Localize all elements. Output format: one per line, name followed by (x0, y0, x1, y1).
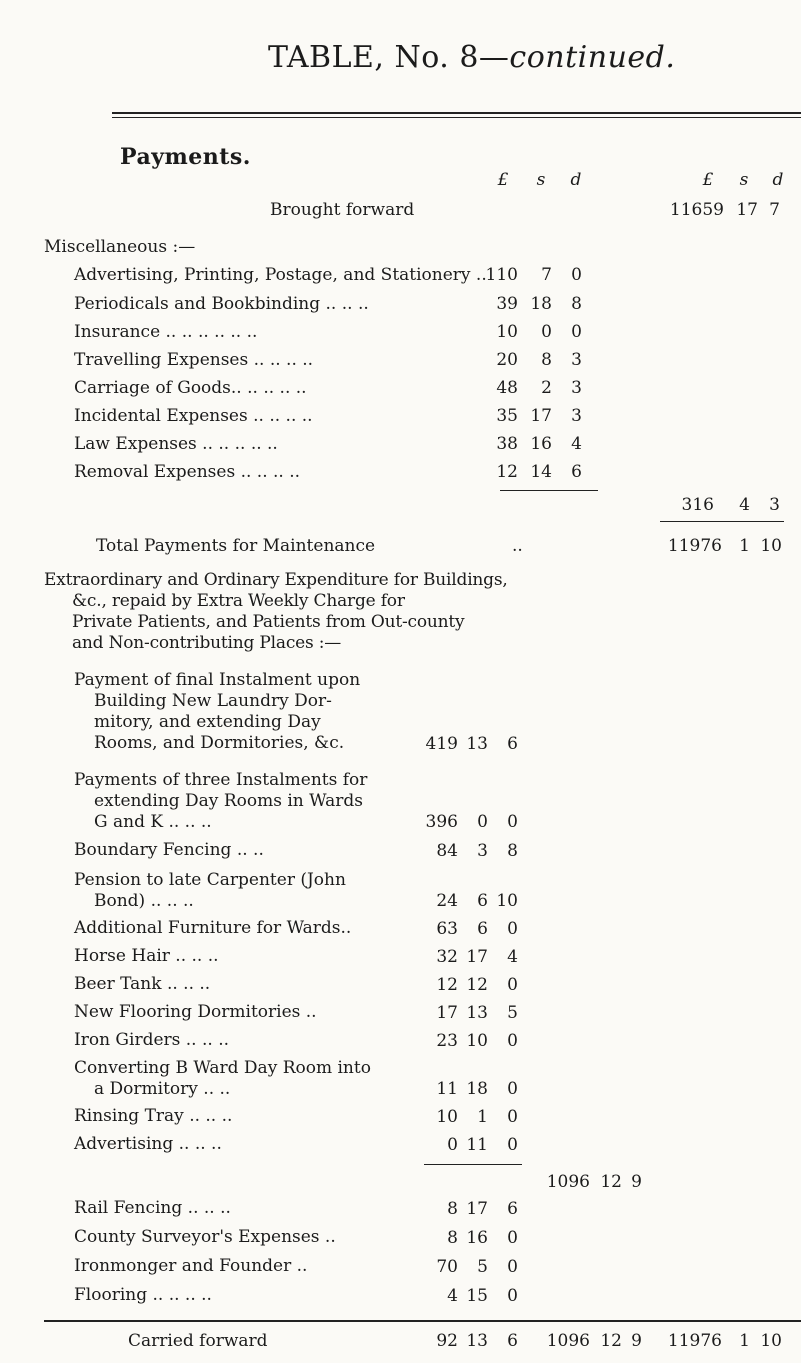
misc-total-shillings: 4 (739, 495, 750, 515)
extra-shillings: 13 (466, 734, 488, 754)
extra-item-line: Boundary Fencing .. .. (74, 840, 264, 860)
misc-total-pounds: 316 (681, 495, 714, 515)
misc-shillings: 17 (530, 406, 552, 426)
misc-shillings: 18 (530, 294, 552, 314)
misc-pounds: 110 (485, 265, 518, 285)
extra-pence: 5 (507, 1003, 518, 1023)
extra-pounds: 419 (425, 734, 458, 754)
title-main: TABLE, No. 8— (268, 40, 510, 75)
extra-shillings: 15 (466, 1286, 488, 1306)
misc-label: Insurance .. .. .. .. .. .. (74, 322, 258, 342)
extra-shillings: 3 (477, 841, 488, 861)
header-rule-bottom (112, 117, 801, 118)
extra-item-line: Flooring .. .. .. .. (74, 1285, 212, 1305)
extra-pence: 0 (507, 1257, 518, 1277)
brought-forward-shillings: 17 (736, 200, 758, 220)
carried-c3-shillings: 1 (739, 1331, 750, 1351)
extra-shillings: 5 (477, 1257, 488, 1277)
extra-pounds: 24 (436, 891, 458, 911)
misc-shillings: 2 (541, 378, 552, 398)
extra-item-line: Horse Hair .. .. .. (74, 946, 219, 966)
extra-pounds: 396 (425, 812, 458, 832)
extra-shillings: 1 (477, 1107, 488, 1127)
carried-c2-pounds: 1096 (546, 1331, 590, 1351)
extra-heading-line: &c., repaid by Extra Weekly Charge for (72, 591, 405, 611)
misc-total-pence: 3 (769, 495, 780, 515)
title-italic: continued. (509, 40, 676, 75)
extra-heading-line: Extraordinary and Ordinary Expenditure for Buildings, (44, 570, 508, 590)
extra-item-line: extending Day Rooms in Wards (94, 791, 363, 811)
extra-pence: 6 (507, 1199, 518, 1219)
extra-pounds: 11 (436, 1079, 458, 1099)
extra-pounds: 12 (436, 975, 458, 995)
total-maintenance-dots: .. (512, 536, 523, 556)
extra-pounds: 4 (447, 1286, 458, 1306)
misc-shillings: 8 (541, 350, 552, 370)
extra-item-label (74, 840, 264, 861)
misc-heading: Miscellaneous :— (44, 237, 196, 257)
extra-subtotal-pounds: 1096 (546, 1172, 590, 1192)
extra-item-line: Bond) .. .. .. (94, 891, 194, 911)
extra-shillings: 6 (477, 891, 488, 911)
misc-pounds: 12 (496, 462, 518, 482)
extra-pounds: 70 (436, 1257, 458, 1277)
misc-pounds: 35 (496, 406, 518, 426)
misc-shillings: 16 (530, 434, 552, 454)
extra-pence: 0 (507, 1107, 518, 1127)
misc-pence: 3 (571, 406, 582, 426)
extra-item-line: mitory, and extending Day (94, 712, 321, 732)
extra-pounds: 84 (436, 841, 458, 861)
misc-pounds: 20 (496, 350, 518, 370)
extra-sum-rule (424, 1164, 522, 1165)
extra-item-line: Payments of three Instalments for (74, 770, 368, 790)
extra-shillings: 17 (466, 947, 488, 967)
extra-item-label (74, 1285, 212, 1306)
extra-pence: 0 (507, 1228, 518, 1248)
total-maintenance-shillings: 1 (739, 536, 750, 556)
misc-label: Advertising, Printing, Postage, and Stationery .. (74, 265, 487, 285)
misc-pence: 0 (571, 322, 582, 342)
extra-pounds: 32 (436, 947, 458, 967)
carried-c1-shillings: 13 (466, 1331, 488, 1351)
extra-shillings: 12 (466, 975, 488, 995)
extra-item-line: a Dormitory .. .. (94, 1079, 231, 1099)
misc-label: Removal Expenses .. .. .. .. (74, 462, 301, 482)
header-rule-top (112, 112, 801, 114)
extra-pence: 10 (496, 891, 518, 911)
extra-item-label (74, 918, 351, 939)
carried-c3-pounds: 11976 (667, 1331, 722, 1351)
carried-c2-shillings: 12 (600, 1331, 622, 1351)
extra-item-label (74, 1030, 229, 1051)
misc-pence: 6 (571, 462, 582, 482)
extra-pence: 0 (507, 1135, 518, 1155)
extra-item-line: Payment of final Instalment upon (74, 670, 361, 690)
extra-item-label (74, 1134, 222, 1155)
extra-item-line: Beer Tank .. .. .. (74, 974, 211, 994)
extra-pounds: 23 (436, 1031, 458, 1051)
extra-item-label (74, 1198, 231, 1219)
extra-pence: 6 (507, 734, 518, 754)
page-title (268, 40, 675, 75)
extra-pence: 0 (507, 1286, 518, 1306)
extra-pounds: 63 (436, 919, 458, 939)
misc-pounds: 10 (496, 322, 518, 342)
extra-item-line: New Flooring Dormitories .. (74, 1002, 317, 1022)
extra-item-line: G and K .. .. .. (94, 812, 212, 832)
extra-shillings: 16 (466, 1228, 488, 1248)
extra-item-label (74, 1106, 232, 1127)
inner-shilling-header: s (536, 170, 546, 190)
misc-label: Carriage of Goods.. .. .. .. .. (74, 378, 307, 398)
misc-shillings: 14 (530, 462, 552, 482)
extra-item-label (74, 1058, 371, 1100)
extra-pounds: 0 (447, 1135, 458, 1155)
misc-shillings: 0 (541, 322, 552, 342)
misc-label: Periodicals and Bookbinding .. .. .. (74, 294, 369, 314)
extra-heading (44, 570, 508, 654)
extra-item-label (74, 770, 367, 833)
misc-pounds: 48 (496, 378, 518, 398)
total-maintenance-pounds: 11976 (667, 536, 722, 556)
carried-c2-pence: 9 (631, 1331, 642, 1351)
extra-item-label (74, 870, 346, 912)
brought-forward-pounds: 11659 (669, 200, 724, 220)
misc-pounds: 39 (496, 294, 518, 314)
extra-item-line: Rinsing Tray .. .. .. (74, 1106, 233, 1126)
extra-shillings: 6 (477, 919, 488, 939)
total-maintenance-label: Total Payments for Maintenance (96, 536, 376, 556)
extra-heading-line: and Non-contributing Places :— (72, 633, 342, 653)
misc-shillings: 7 (541, 265, 552, 285)
misc-sum-rule (500, 490, 598, 491)
extra-item-line: Building New Laundry Dor- (94, 691, 332, 711)
misc-pence: 4 (571, 434, 582, 454)
extra-pounds: 8 (447, 1228, 458, 1248)
misc-pence: 3 (571, 378, 582, 398)
carried-c1-pounds: 92 (436, 1331, 458, 1351)
extra-item-line: Pension to late Carpenter (John (74, 870, 346, 890)
extra-item-label (74, 1227, 336, 1248)
extra-shillings: 18 (466, 1079, 488, 1099)
misc-pence: 3 (571, 350, 582, 370)
extra-shillings: 11 (466, 1135, 488, 1155)
extra-item-line: Advertising .. .. .. (74, 1134, 222, 1154)
extra-item-label (74, 946, 219, 967)
extra-item-line: Additional Furniture for Wards.. (74, 918, 352, 938)
inner-pence-header: d (570, 170, 582, 190)
carried-forward-label: Carried forward (128, 1331, 268, 1351)
extra-pence: 8 (507, 841, 518, 861)
extra-item-label (74, 1002, 317, 1023)
extra-shillings: 10 (466, 1031, 488, 1051)
extra-pence: 0 (507, 1031, 518, 1051)
section-heading: Payments. (120, 144, 251, 170)
misc-label: Travelling Expenses .. .. .. .. (74, 350, 314, 370)
outer-pound-header: £ (702, 170, 714, 190)
misc-pence: 8 (571, 294, 582, 314)
inner-pound-header: £ (497, 170, 509, 190)
outer-shilling-header: s (739, 170, 749, 190)
extra-item-line: Ironmonger and Founder .. (74, 1256, 308, 1276)
extra-pence: 0 (507, 812, 518, 832)
extra-subtotal-shillings: 12 (600, 1172, 622, 1192)
extra-pounds: 17 (436, 1003, 458, 1023)
misc-pence: 0 (571, 265, 582, 285)
extra-item-line: Rail Fencing .. .. .. (74, 1198, 231, 1218)
extra-item-line: Iron Girders .. .. .. (74, 1030, 230, 1050)
misc-pounds: 38 (496, 434, 518, 454)
grand-sum-rule (660, 521, 784, 522)
extra-pence: 0 (507, 1079, 518, 1099)
brought-forward-label: Brought forward (270, 200, 415, 220)
extra-pounds: 10 (436, 1107, 458, 1127)
misc-label: Incidental Expenses .. .. .. .. (74, 406, 313, 426)
extra-shillings: 17 (466, 1199, 488, 1219)
extra-shillings: 13 (466, 1003, 488, 1023)
brought-forward-pence: 7 (769, 200, 780, 220)
extra-item-line: County Surveyor's Expenses .. (74, 1227, 336, 1247)
carried-c3-pence: 10 (760, 1331, 782, 1351)
extra-pence: 0 (507, 919, 518, 939)
extra-item-line: Rooms, and Dormitories, &c. (94, 733, 345, 753)
extra-pence: 0 (507, 975, 518, 995)
extra-item-label (74, 1256, 307, 1277)
carried-c1-pence: 6 (507, 1331, 518, 1351)
extra-pence: 4 (507, 947, 518, 967)
extra-item-label (74, 974, 210, 995)
outer-pence-header: d (772, 170, 784, 190)
extra-subtotal-pence: 9 (631, 1172, 642, 1192)
total-maintenance-pence: 10 (760, 536, 782, 556)
extra-shillings: 0 (477, 812, 488, 832)
extra-item-label (74, 670, 360, 754)
footer-rule (44, 1320, 801, 1322)
extra-item-line: Converting B Ward Day Room into (74, 1058, 371, 1078)
extra-pounds: 8 (447, 1199, 458, 1219)
misc-label: Law Expenses .. .. .. .. .. (74, 434, 278, 454)
extra-heading-line: Private Patients, and Patients from Out-county (72, 612, 465, 632)
